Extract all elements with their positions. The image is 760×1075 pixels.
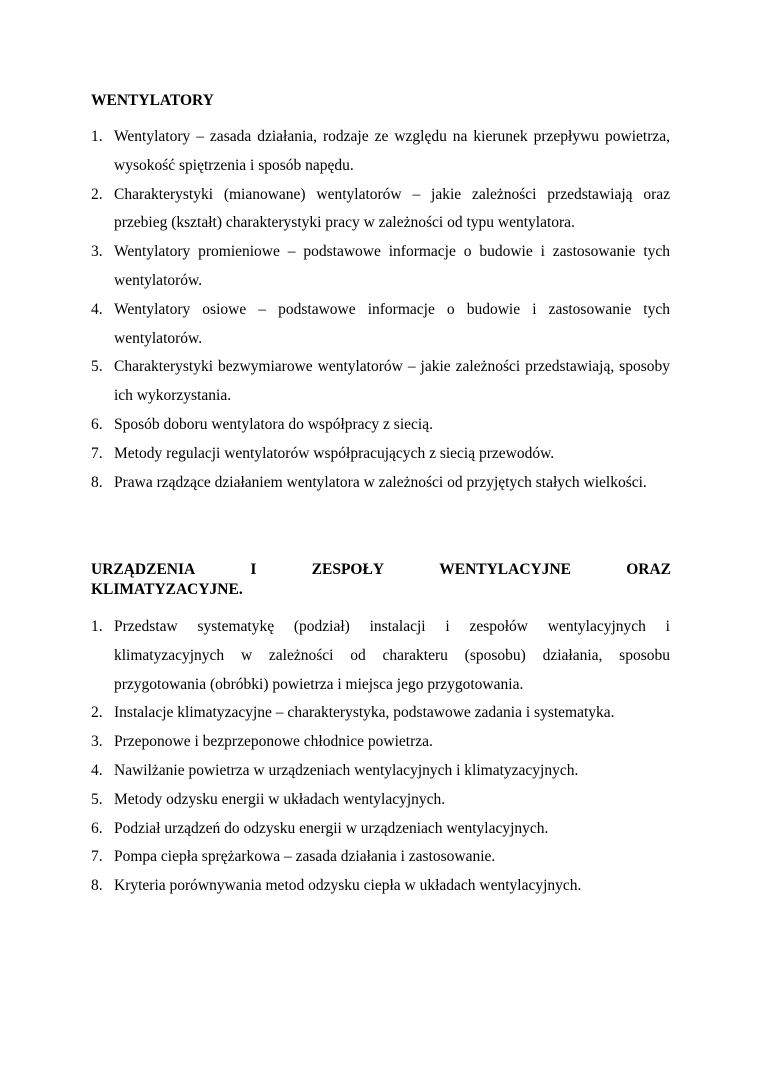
section-title-line1 <box>91 560 671 580</box>
section-heading-urzadzenia <box>91 560 671 600</box>
item-text: Instalacje klimatyzacyjne – charakterystyka, podstawowe zadania i systematyka. <box>114 704 615 722</box>
list-item <box>91 613 670 699</box>
list-item <box>91 469 670 498</box>
item-text: Wentylatory osiowe – podstawowe informacje o budowie i zastosowanie tych wentylatorów. <box>114 300 670 347</box>
list-item <box>91 757 670 786</box>
list-item <box>91 699 670 728</box>
item-number: 2. <box>91 185 103 203</box>
item-text: Pompa ciepła sprężarkowa – zasada działania i zastosowanie. <box>114 848 496 866</box>
list-item <box>91 238 670 296</box>
item-text: Nawilżanie powietrza w urządzeniach wentylacyjnych i klimatyzacyjnych. <box>114 761 579 779</box>
section-heading-wentylatory <box>91 91 671 111</box>
list-item <box>91 123 670 181</box>
item-number: 5. <box>91 790 103 808</box>
item-text: Metody regulacji wentylatorów współpracujących z siecią przewodów. <box>114 444 555 462</box>
list-item <box>91 728 670 757</box>
item-number: 8. <box>91 877 103 895</box>
list-item <box>91 353 670 411</box>
list-item <box>91 411 670 440</box>
list-item <box>91 181 670 239</box>
item-number: 4. <box>91 761 103 779</box>
item-text: Kryteria porównywania metod odzysku ciepła w układach wentylacyjnych. <box>114 877 582 895</box>
title-word: WENTYLACYJNE <box>439 561 571 578</box>
list-item <box>91 815 670 844</box>
list-item <box>91 440 670 469</box>
item-text: Sposób doboru wentylatora do współpracy z siecią. <box>114 415 433 433</box>
item-number: 1. <box>91 618 103 635</box>
item-text: Przedstaw systematykę (podział) instalacji i zespołów wentylacyjnych i klimatyzacyjnych w zależności od charakteru (sposobu) działania, sposobu przygotowania (obróbki) powietrza i miejsca jego przygotowania. <box>114 618 670 693</box>
item-number: 3. <box>91 243 103 261</box>
item-number: 7. <box>91 444 103 462</box>
item-text: Wentylatory – zasada działania, rodzaje ze względu na kierunek przepływu powietrza, wysokość spiętrzenia i sposób napędu. <box>114 128 670 174</box>
list-item <box>91 872 670 901</box>
item-text: Podział urządzeń do odzysku energii w urządzeniach wentylacyjnych. <box>114 819 549 837</box>
item-number: 6. <box>91 415 103 433</box>
list-item <box>91 843 670 872</box>
item-number: 2. <box>91 704 103 722</box>
item-text: Prawa rządzące działaniem wentylatora w zależności od przyjętych stałych wielkości. <box>114 473 647 491</box>
section-title-line2: KLIMATYZACYJNE. <box>91 581 243 598</box>
question-list-wentylatory <box>91 123 670 497</box>
title-word: ZESPOŁY <box>311 561 385 578</box>
item-number: 6. <box>91 819 103 837</box>
item-number: 7. <box>91 848 103 866</box>
list-item <box>91 786 670 815</box>
item-number: 8. <box>91 473 103 491</box>
item-text: Wentylatory promieniowe – podstawowe informacje o budowie i zastosowanie tych wentylatorów. <box>114 243 670 289</box>
title-word: ORAZ <box>626 561 671 578</box>
item-text: Charakterystyki (mianowane) wentylatorów – jakie zależności przedstawiają oraz przebieg (kształt) charakterystyki pracy w zależności od typu wentylatora. <box>114 185 670 232</box>
item-text: Przeponowe i bezprzeponowe chłodnice powietrza. <box>114 733 433 751</box>
item-number: 5. <box>91 358 103 376</box>
item-text: Charakterystyki bezwymiarowe wentylatorów – jakie zależności przedstawiają, sposoby ich wykorzystania. <box>114 358 670 405</box>
question-list-urzadzenia <box>91 613 670 901</box>
item-text: Metody odzysku energii w układach wentylacyjnych. <box>114 790 446 808</box>
item-number: 1. <box>91 128 103 145</box>
title-word: URZĄDZENIA <box>91 561 196 578</box>
list-item <box>91 296 670 354</box>
section-title: WENTYLATORY <box>91 92 214 109</box>
title-word: I <box>250 561 257 578</box>
item-number: 3. <box>91 733 103 751</box>
item-number: 4. <box>91 300 103 318</box>
